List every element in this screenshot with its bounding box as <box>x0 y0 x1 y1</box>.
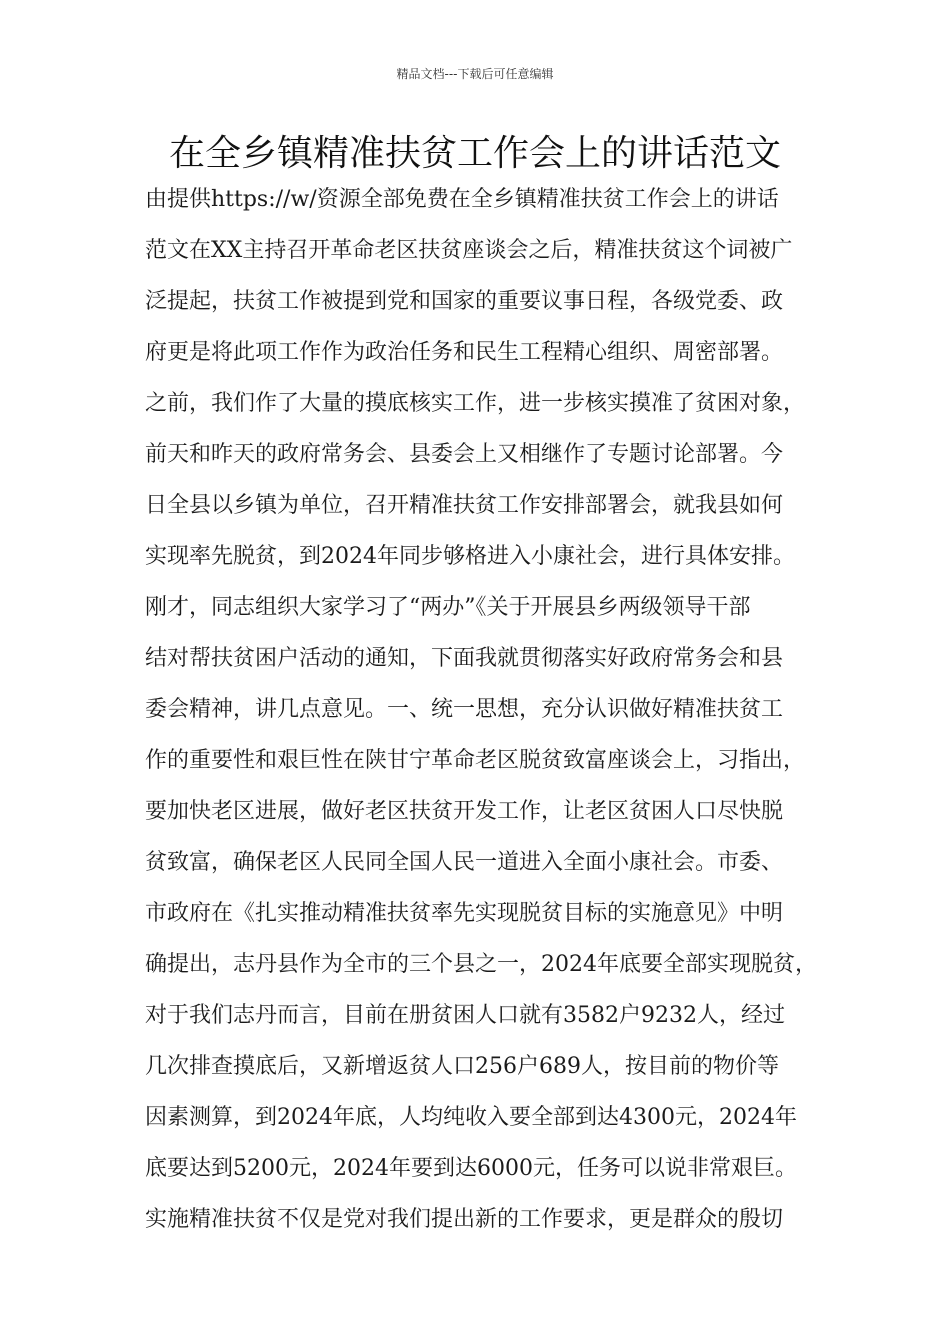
body-line: 因素测算，到2024年底，人均纯收入要全部到达4300元，2024年 <box>145 1105 797 1130</box>
body-line: 贫致富，确保老区人民同全国人民一道进入全面小康社会。市委、 <box>145 850 784 875</box>
body-line: 市政府在《扎实推动精准扶贫率先实现脱贫目标的实施意见》中明 <box>145 901 784 926</box>
body-line: 由提供https://w/资源全部免费在全乡镇精准扶贫工作会上的讲话 <box>145 187 779 212</box>
body-line: 前天和昨天的政府常务会、县委会上又相继作了专题讨论部署。今 <box>145 442 784 467</box>
body-line: 委会精神，讲几点意见。一、统一思想，充分认识做好精准扶贫工 <box>145 697 784 722</box>
body-line: 结对帮扶贫困户活动的通知，下面我就贯彻落实好政府常务会和县 <box>145 646 784 671</box>
body-line: 范文在XX主持召开革命老区扶贫座谈会之后，精准扶贫这个词被广 <box>145 238 793 263</box>
header-note: 精品文档---下载后可任意编辑 <box>396 67 554 81</box>
body-line: 确提出，志丹县作为全市的三个县之一，2024年底要全部实现脱贫， <box>145 952 817 977</box>
body-line: 实施精准扶贫不仅是党对我们提出新的工作要求，更是群众的殷切 <box>145 1207 784 1232</box>
body-line: 刚才，同志组织大家学习了“两办”《关于开展县乡两级领导干部 <box>145 595 751 620</box>
body-line: 日全县以乡镇为单位，召开精准扶贫工作安排部署会，就我县如何 <box>145 493 784 518</box>
body-line: 府更是将此项工作作为政治任务和民生工程精心组织、周密部署。 <box>145 340 784 365</box>
body-line: 之前，我们作了大量的摸底核实工作，进一步核实摸准了贫困对象， <box>145 391 806 416</box>
document-title: 在全乡镇精准扶贫工作会上的讲话范文 <box>168 133 781 174</box>
body-line: 底要达到5200元，2024年要到达6000元，任务可以说非常艰巨。 <box>145 1156 797 1181</box>
body-line: 对于我们志丹而言，目前在册贫困人口就有3582户9232人，经过 <box>145 1003 785 1028</box>
body-line: 泛提起，扶贫工作被提到党和国家的重要议事日程，各级党委、政 <box>145 289 784 314</box>
body-line: 几次排查摸底后，又新增返贫人口256户689人，按目前的物价等 <box>145 1054 779 1079</box>
body-line: 实现率先脱贫，到2024年同步够格进入小康社会，进行具体安排。 <box>145 544 795 569</box>
body-line: 作的重要性和艰巨性在陕甘宁革命老区脱贫致富座谈会上，习指出， <box>145 748 806 773</box>
body-line: 要加快老区进展，做好老区扶贫开发工作，让老区贫困人口尽快脱 <box>145 799 784 824</box>
document-body <box>145 174 835 1245</box>
